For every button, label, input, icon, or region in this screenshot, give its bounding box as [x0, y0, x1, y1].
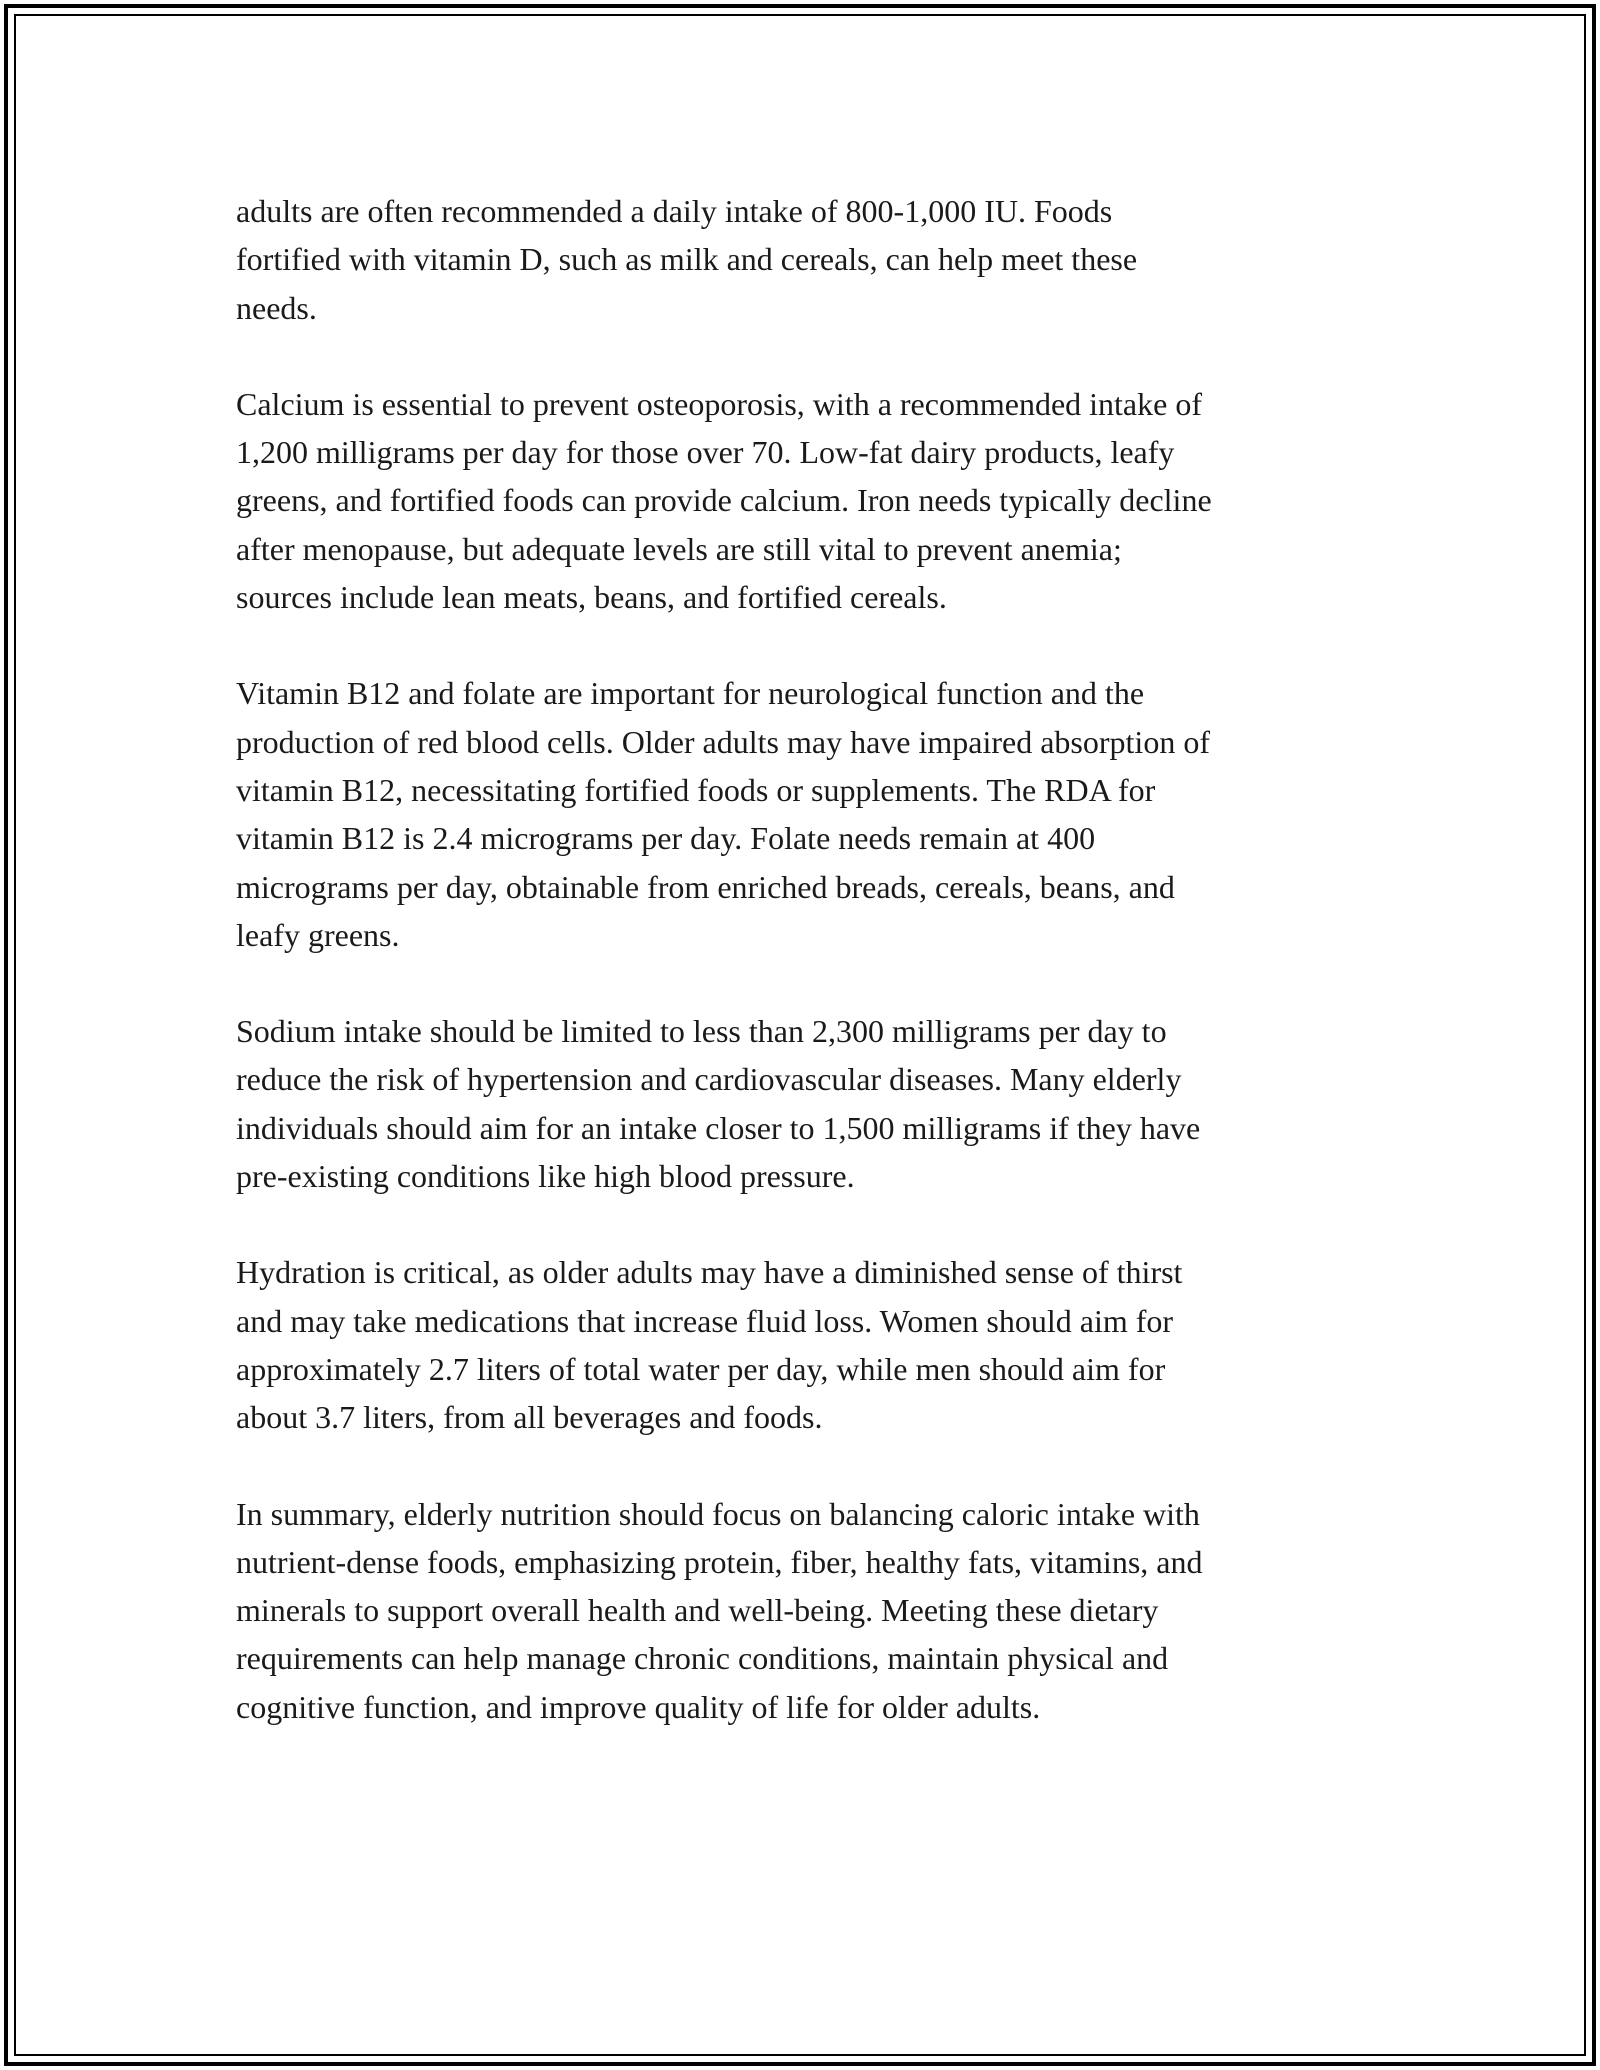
paragraph-calcium-iron: Calcium is essential to prevent osteoporosis, with a recommended intake of 1,200 milligrams per day for those over 70. Low-fat dairy products, leafy greens, and fortified foods can provide calcium. Iron needs typically decline after menopause, but adequate levels are still vital to prevent anemia; sources include lean meats, beans, and fortified cereals. [236, 385, 1212, 616]
paragraph-summary: In summary, elderly nutrition should focus on balancing caloric intake with nutrient-dense foods, emphasizing protein, fiber, healthy fats, vitamins, and minerals to support overall health and well-being. Meeting these dietary requirements can help manage chronic conditions, maintain physical and cognitive function, and improve quality of life for older adults. [236, 1495, 1203, 1725]
paragraph-sodium: Sodium intake should be limited to less than 2,300 milligrams per day to reduce the risk of hypertension and cardiovascular diseases. Many elderly individuals should aim for an intake closer to 1,500 milligrams if they have pre-existing conditions like high blood pressure. [236, 1013, 1201, 1195]
paragraph-b12-folate: Vitamin B12 and folate are important for neurological function and the production of red blood cells. Older adults may have impaired absorption of vitamin B12, necessitating fortified foods or supplements. The RDA for vitamin B12 is 2.4 micrograms per day. Folate needs remain at 400 micrograms per day, obtainable from enriched breads, cereals, beans, and leafy greens. [236, 675, 1210, 953]
paragraph-hydration: Hydration is critical, as older adults may have a diminished sense of thirst and may take medications that increase fluid loss. Women should aim for approximately 2.7 liters of total water per day, while men should aim for about 3.7 liters, from all beverages and foods. [236, 1254, 1183, 1436]
paragraph-vitamin-d: adults are often recommended a daily intake of 800-1,000 IU. Foods fortified with vitamin D, such as milk and cereals, can help meet these needs. [236, 193, 1138, 326]
document-body [236, 187, 1376, 1779]
